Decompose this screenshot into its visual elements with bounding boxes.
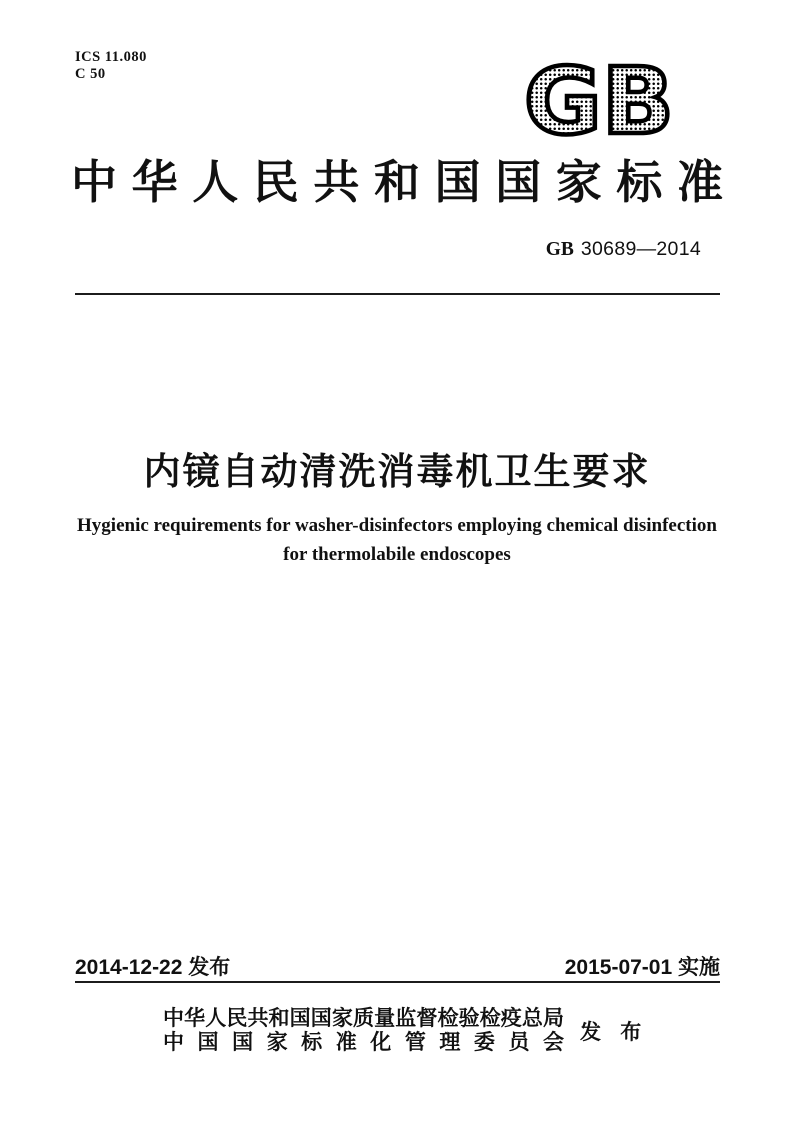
issuer-names <box>163 1007 564 1054</box>
gb-logo-text: GB <box>524 59 674 143</box>
issuer-line2: 中国国家标准化管理委员会 <box>163 1029 564 1054</box>
standard-number-prefix: GB <box>545 239 574 260</box>
document-title-english <box>40 511 754 569</box>
document-title-english-line2: for thermolabile endoscopes <box>283 544 511 565</box>
release-date: 2014-12-22 发布 <box>75 956 231 979</box>
standard-number-digits: 30689—2014 <box>580 238 701 260</box>
implementation-date: 2015-07-01 实施 <box>564 956 720 979</box>
dates-row <box>75 951 720 981</box>
issued-label: 发 布 <box>580 1019 649 1044</box>
standard-number <box>546 238 701 261</box>
footer-divider-rule <box>75 981 720 983</box>
ics-block <box>75 49 147 83</box>
header-divider-rule <box>75 293 720 295</box>
ics-code: ICS 11.080 <box>75 49 147 65</box>
issuer-line1: 中华人民共和国国家质量监督检验检疫总局 <box>163 1006 564 1030</box>
ics-class-code: C 50 <box>75 66 106 82</box>
national-standard-heading: 中华人民共和国国家标准 <box>71 157 723 208</box>
issuing-authority-block <box>163 1007 648 1054</box>
gb-logo-graphic <box>521 59 677 143</box>
gb-logo <box>521 59 677 143</box>
document-title-chinese: 内镜自动清洗消毒机卫生要求 <box>143 451 651 492</box>
document-title-english-line1: Hygienic requirements for washer-disinfectors employing chemical disinfection <box>77 515 717 536</box>
